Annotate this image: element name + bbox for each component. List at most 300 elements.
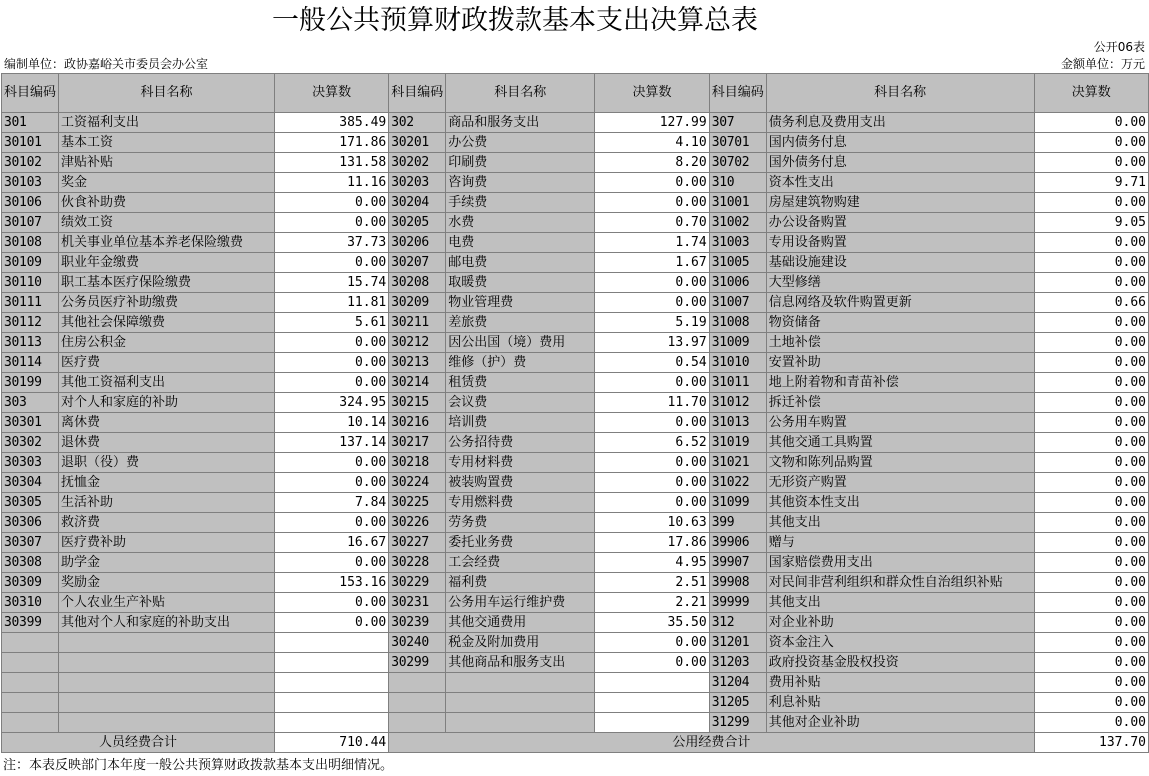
subject-code: 31006 [709, 273, 766, 293]
amount-value: 11.70 [595, 393, 709, 413]
amount-value: 0.00 [1034, 573, 1148, 593]
subject-name: 退休费 [59, 433, 275, 453]
subject-name: 职工基本医疗保险缴费 [59, 273, 275, 293]
amount-value: 0.00 [595, 653, 709, 673]
subject-code: 30216 [389, 413, 446, 433]
amount-value: 0.00 [1034, 633, 1148, 653]
subject-name: 专用材料费 [446, 453, 595, 473]
subject-name: 印刷费 [446, 153, 595, 173]
subject-name: 其他交通费用 [446, 613, 595, 633]
subject-code: 30103 [2, 173, 59, 193]
subject-name: 退职（役）费 [59, 453, 275, 473]
subject-code: 30113 [2, 333, 59, 353]
amount-value: 35.50 [595, 613, 709, 633]
amount-value: 6.52 [595, 433, 709, 453]
subject-code [2, 633, 59, 653]
amount-value: 0.00 [1034, 473, 1148, 493]
public-total-label: 公用经费合计 [389, 733, 1034, 753]
subject-name: 基本工资 [59, 133, 275, 153]
subject-code: 30399 [2, 613, 59, 633]
amount-value: 0.00 [595, 493, 709, 513]
amount-value: 9.05 [1034, 213, 1148, 233]
subject-name: 费用补贴 [766, 673, 1034, 693]
subject-code: 30211 [389, 313, 446, 333]
subject-name: 办公费 [446, 133, 595, 153]
amount-value: 10.14 [274, 413, 388, 433]
subject-code: 31012 [709, 393, 766, 413]
subject-name: 奖励金 [59, 573, 275, 593]
subject-name: 对企业补助 [766, 613, 1034, 633]
subject-name: 租赁费 [446, 373, 595, 393]
subject-code: 30304 [2, 473, 59, 493]
subject-code: 30107 [2, 213, 59, 233]
amount-value: 15.74 [274, 273, 388, 293]
amount-value: 5.19 [595, 313, 709, 333]
table-row [2, 653, 1149, 673]
subject-name [59, 693, 275, 713]
subject-code: 31019 [709, 433, 766, 453]
table-row [2, 133, 1149, 153]
amount-value: 0.00 [1034, 253, 1148, 273]
table-row [2, 493, 1149, 513]
subject-code: 30205 [389, 213, 446, 233]
subject-code: 30108 [2, 233, 59, 253]
subject-code: 302 [389, 113, 446, 133]
amount-value: 0.00 [1034, 513, 1148, 533]
table-row [2, 533, 1149, 553]
subject-code: 30226 [389, 513, 446, 533]
amount-value: 8.20 [595, 153, 709, 173]
subject-code: 39908 [709, 573, 766, 593]
amount-value: 0.00 [1034, 273, 1148, 293]
amount-value: 17.86 [595, 533, 709, 553]
subject-code: 30307 [2, 533, 59, 553]
subject-code: 31002 [709, 213, 766, 233]
subject-name: 资本性支出 [766, 173, 1034, 193]
subject-name: 水费 [446, 213, 595, 233]
subject-code: 30309 [2, 573, 59, 593]
subject-code: 30301 [2, 413, 59, 433]
amount-value: 131.58 [274, 153, 388, 173]
header-name: 科目名称 [766, 74, 1034, 113]
subject-code: 30227 [389, 533, 446, 553]
subject-name: 专用燃料费 [446, 493, 595, 513]
subject-code [2, 693, 59, 713]
amount-value [274, 673, 388, 693]
subject-code: 30209 [389, 293, 446, 313]
subject-name: 地上附着物和青苗补偿 [766, 373, 1034, 393]
table-row [2, 193, 1149, 213]
amount-value: 4.10 [595, 133, 709, 153]
amount-value: 7.84 [274, 493, 388, 513]
subject-name: 其他资本性支出 [766, 493, 1034, 513]
amount-value: 9.71 [1034, 173, 1148, 193]
subject-name: 其他对个人和家庭的补助支出 [59, 613, 275, 633]
subject-name: 委托业务费 [446, 533, 595, 553]
subject-name: 救济费 [59, 513, 275, 533]
amount-value: 0.00 [595, 173, 709, 193]
subject-name: 津贴补贴 [59, 153, 275, 173]
subject-name: 电费 [446, 233, 595, 253]
header-code: 科目编码 [389, 74, 446, 113]
table-row [2, 373, 1149, 393]
table-row [2, 273, 1149, 293]
table-row [2, 293, 1149, 313]
subject-name: 机关事业单位基本养老保险缴费 [59, 233, 275, 253]
subject-name: 其他对企业补助 [766, 713, 1034, 733]
subject-name: 奖金 [59, 173, 275, 193]
subject-code: 30101 [2, 133, 59, 153]
subject-code: 31007 [709, 293, 766, 313]
subject-code: 30215 [389, 393, 446, 413]
subject-code: 30303 [2, 453, 59, 473]
table-row [2, 233, 1149, 253]
amount-value: 0.00 [1034, 313, 1148, 333]
subject-code: 310 [709, 173, 766, 193]
header-amount: 决算数 [595, 74, 709, 113]
subject-code: 30305 [2, 493, 59, 513]
subject-code: 30231 [389, 593, 446, 613]
subject-code: 30208 [389, 273, 446, 293]
subject-name: 邮电费 [446, 253, 595, 273]
subject-name: 医疗费 [59, 353, 275, 373]
subject-code: 30228 [389, 553, 446, 573]
subject-name: 其他工资福利支出 [59, 373, 275, 393]
subject-code: 30199 [2, 373, 59, 393]
subject-code: 31201 [709, 633, 766, 653]
amount-value: 0.00 [1034, 653, 1148, 673]
subject-code: 30206 [389, 233, 446, 253]
subject-name: 无形资产购置 [766, 473, 1034, 493]
header-name: 科目名称 [446, 74, 595, 113]
amount-value: 0.00 [274, 353, 388, 373]
header-amount: 决算数 [1034, 74, 1148, 113]
subject-code: 30112 [2, 313, 59, 333]
subject-name: 国外债务付息 [766, 153, 1034, 173]
subject-code: 30212 [389, 333, 446, 353]
subject-name [59, 653, 275, 673]
subject-name: 其他社会保障缴费 [59, 313, 275, 333]
amount-value: 0.00 [595, 373, 709, 393]
table-row [2, 113, 1149, 133]
subject-name: 专用设备购置 [766, 233, 1034, 253]
subject-code: 301 [2, 113, 59, 133]
amount-value: 0.00 [595, 413, 709, 433]
amount-value: 0.00 [274, 193, 388, 213]
amount-value: 0.00 [1034, 593, 1148, 613]
subject-code: 31003 [709, 233, 766, 253]
amount-value: 0.54 [595, 353, 709, 373]
table-row [2, 513, 1149, 533]
subject-name: 其他支出 [766, 593, 1034, 613]
table-row [2, 313, 1149, 333]
amount-value: 0.00 [274, 453, 388, 473]
table-row [2, 693, 1149, 713]
subject-code: 303 [2, 393, 59, 413]
subject-name: 个人农业生产补贴 [59, 593, 275, 613]
subject-name: 手续费 [446, 193, 595, 213]
amount-value: 13.97 [595, 333, 709, 353]
totals-row [2, 733, 1149, 753]
subject-name: 土地补偿 [766, 333, 1034, 353]
subject-code: 30306 [2, 513, 59, 533]
amount-value [595, 713, 709, 733]
subject-code [389, 693, 446, 713]
amount-value: 0.00 [274, 333, 388, 353]
subject-code: 39906 [709, 533, 766, 553]
table-row [2, 553, 1149, 573]
amount-value: 2.21 [595, 593, 709, 613]
subject-code: 31203 [709, 653, 766, 673]
amount-value: 0.00 [1034, 193, 1148, 213]
amount-value: 0.00 [1034, 693, 1148, 713]
subject-name: 绩效工资 [59, 213, 275, 233]
subject-code: 30102 [2, 153, 59, 173]
subject-name: 公务员医疗补助缴费 [59, 293, 275, 313]
subject-code: 30106 [2, 193, 59, 213]
subject-code: 30207 [389, 253, 446, 273]
header-amount: 决算数 [274, 74, 388, 113]
amount-value: 0.00 [274, 513, 388, 533]
subject-code: 31009 [709, 333, 766, 353]
amount-value: 11.16 [274, 173, 388, 193]
amount-value: 0.00 [274, 613, 388, 633]
amount-value [274, 713, 388, 733]
subject-code: 39907 [709, 553, 766, 573]
table-row [2, 253, 1149, 273]
amount-value: 0.00 [1034, 373, 1148, 393]
amount-value: 153.16 [274, 573, 388, 593]
expenditure-table [1, 73, 1149, 753]
form-number: 公开06表 [1093, 40, 1145, 54]
subject-name: 福利费 [446, 573, 595, 593]
subject-code: 30310 [2, 593, 59, 613]
subject-name: 文物和陈列品购置 [766, 453, 1034, 473]
subject-code: 31010 [709, 353, 766, 373]
subject-name: 利息补贴 [766, 693, 1034, 713]
subject-name: 被装购置费 [446, 473, 595, 493]
subject-name: 赠与 [766, 533, 1034, 553]
subject-code: 30239 [389, 613, 446, 633]
amount-value: 0.00 [1034, 333, 1148, 353]
amount-value: 0.00 [1034, 453, 1148, 473]
subject-code: 31099 [709, 493, 766, 513]
report-title: 一般公共预算财政拨款基本支出决算总表 [272, 5, 758, 36]
amount-value: 0.00 [1034, 353, 1148, 373]
table-row [2, 333, 1149, 353]
subject-name [59, 713, 275, 733]
subject-name: 职业年金缴费 [59, 253, 275, 273]
subject-code: 30229 [389, 573, 446, 593]
subject-name: 商品和服务支出 [446, 113, 595, 133]
subject-name: 劳务费 [446, 513, 595, 533]
subject-code: 31011 [709, 373, 766, 393]
subject-name: 工会经费 [446, 553, 595, 573]
amount-value [274, 653, 388, 673]
subject-code: 30111 [2, 293, 59, 313]
table-row [2, 153, 1149, 173]
subject-code: 30225 [389, 493, 446, 513]
subject-code: 31013 [709, 413, 766, 433]
table-row [2, 613, 1149, 633]
subject-code: 30201 [389, 133, 446, 153]
subject-code: 30299 [389, 653, 446, 673]
subject-name: 其他支出 [766, 513, 1034, 533]
table-row [2, 353, 1149, 373]
subject-name: 大型修缮 [766, 273, 1034, 293]
amount-value: 0.00 [595, 293, 709, 313]
subject-code [389, 673, 446, 693]
amount-value: 0.66 [1034, 293, 1148, 313]
amount-value: 0.00 [1034, 433, 1148, 453]
personnel-total-value: 710.44 [274, 733, 388, 753]
amount-value: 0.00 [1034, 493, 1148, 513]
subject-code: 307 [709, 113, 766, 133]
subject-name: 债务利息及费用支出 [766, 113, 1034, 133]
subject-code: 30701 [709, 133, 766, 153]
amount-value: 0.00 [274, 473, 388, 493]
subject-name: 医疗费补助 [59, 533, 275, 553]
subject-name: 抚恤金 [59, 473, 275, 493]
amount-value: 0.00 [274, 553, 388, 573]
subject-name: 生活补助 [59, 493, 275, 513]
subject-code: 30224 [389, 473, 446, 493]
subject-code [389, 713, 446, 733]
subject-name: 维修（护）费 [446, 353, 595, 373]
personnel-total-label: 人员经费合计 [2, 733, 275, 753]
subject-code: 30218 [389, 453, 446, 473]
subject-code: 30203 [389, 173, 446, 193]
subject-name: 会议费 [446, 393, 595, 413]
amount-value: 0.00 [595, 473, 709, 493]
amount-value: 0.00 [1034, 713, 1148, 733]
amount-value: 0.00 [274, 253, 388, 273]
amount-value: 0.70 [595, 213, 709, 233]
table-row [2, 433, 1149, 453]
amount-unit: 金额单位：万元 [1060, 57, 1145, 71]
subject-name [59, 673, 275, 693]
amount-value: 0.00 [1034, 233, 1148, 253]
table-row [2, 593, 1149, 613]
subject-name: 办公设备购置 [766, 213, 1034, 233]
table-row [2, 573, 1149, 593]
amount-value: 0.00 [1034, 393, 1148, 413]
amount-value: 1.67 [595, 253, 709, 273]
table-row [2, 173, 1149, 193]
amount-value: 0.00 [595, 193, 709, 213]
subject-code: 31205 [709, 693, 766, 713]
table-row [2, 213, 1149, 233]
subject-code: 30308 [2, 553, 59, 573]
compiling-unit: 编制单位：政协嘉峪关市委员会办公室 [4, 57, 209, 71]
amount-value: 0.00 [1034, 113, 1148, 133]
amount-value: 0.00 [274, 593, 388, 613]
subject-code: 30109 [2, 253, 59, 273]
subject-name: 税金及附加费用 [446, 633, 595, 653]
amount-value: 0.00 [1034, 533, 1148, 553]
amount-value: 0.00 [1034, 133, 1148, 153]
subject-name: 差旅费 [446, 313, 595, 333]
subject-name: 咨询费 [446, 173, 595, 193]
subject-code: 30110 [2, 273, 59, 293]
subject-code: 30214 [389, 373, 446, 393]
subject-code: 30204 [389, 193, 446, 213]
amount-value [274, 633, 388, 653]
subject-code [2, 673, 59, 693]
header-code: 科目编码 [2, 74, 59, 113]
subject-code [2, 713, 59, 733]
header-code: 科目编码 [709, 74, 766, 113]
amount-value: 10.63 [595, 513, 709, 533]
amount-value: 5.61 [274, 313, 388, 333]
subject-name: 对个人和家庭的补助 [59, 393, 275, 413]
subject-name: 伙食补助费 [59, 193, 275, 213]
subject-name: 国家赔偿费用支出 [766, 553, 1034, 573]
amount-value: 0.00 [1034, 413, 1148, 433]
amount-value [595, 693, 709, 713]
subject-name: 安置补助 [766, 353, 1034, 373]
subject-name: 拆迁补偿 [766, 393, 1034, 413]
subject-code: 30302 [2, 433, 59, 453]
subject-name [446, 673, 595, 693]
subject-name: 资本金注入 [766, 633, 1034, 653]
subject-name: 其他商品和服务支出 [446, 653, 595, 673]
table-row [2, 393, 1149, 413]
subject-code: 31021 [709, 453, 766, 473]
table-row [2, 473, 1149, 493]
table-row [2, 713, 1149, 733]
amount-value: 0.00 [595, 453, 709, 473]
subject-name: 公务用车运行维护费 [446, 593, 595, 613]
footnote: 注：本表反映部门本年度一般公共预算财政拨款基本支出明细情况。 [3, 758, 394, 773]
subject-name [446, 713, 595, 733]
subject-code: 31299 [709, 713, 766, 733]
amount-value: 0.00 [595, 273, 709, 293]
amount-value [274, 693, 388, 713]
amount-value: 1.74 [595, 233, 709, 253]
subject-code: 30213 [389, 353, 446, 373]
subject-name: 对民间非营利组织和群众性自治组织补贴 [766, 573, 1034, 593]
subject-name: 助学金 [59, 553, 275, 573]
subject-name: 基础设施建设 [766, 253, 1034, 273]
subject-code [2, 653, 59, 673]
subject-name: 其他交通工具购置 [766, 433, 1034, 453]
table-row [2, 673, 1149, 693]
subject-code: 39999 [709, 593, 766, 613]
subject-name [59, 633, 275, 653]
amount-value: 0.00 [1034, 553, 1148, 573]
subject-name: 公务招待费 [446, 433, 595, 453]
subject-code: 31204 [709, 673, 766, 693]
amount-value: 37.73 [274, 233, 388, 253]
subject-name: 因公出国（境）费用 [446, 333, 595, 353]
amount-value: 0.00 [274, 213, 388, 233]
amount-value: 137.14 [274, 433, 388, 453]
amount-value: 171.86 [274, 133, 388, 153]
amount-value: 385.49 [274, 113, 388, 133]
subject-code: 31008 [709, 313, 766, 333]
subject-name: 物业管理费 [446, 293, 595, 313]
subject-name: 物资储备 [766, 313, 1034, 333]
subject-name: 信息网络及软件购置更新 [766, 293, 1034, 313]
subject-code: 30217 [389, 433, 446, 453]
subject-name: 培训费 [446, 413, 595, 433]
subject-name: 国内债务付息 [766, 133, 1034, 153]
amount-value: 127.99 [595, 113, 709, 133]
amount-value: 0.00 [1034, 673, 1148, 693]
amount-value: 324.95 [274, 393, 388, 413]
subject-name: 房屋建筑物购建 [766, 193, 1034, 213]
